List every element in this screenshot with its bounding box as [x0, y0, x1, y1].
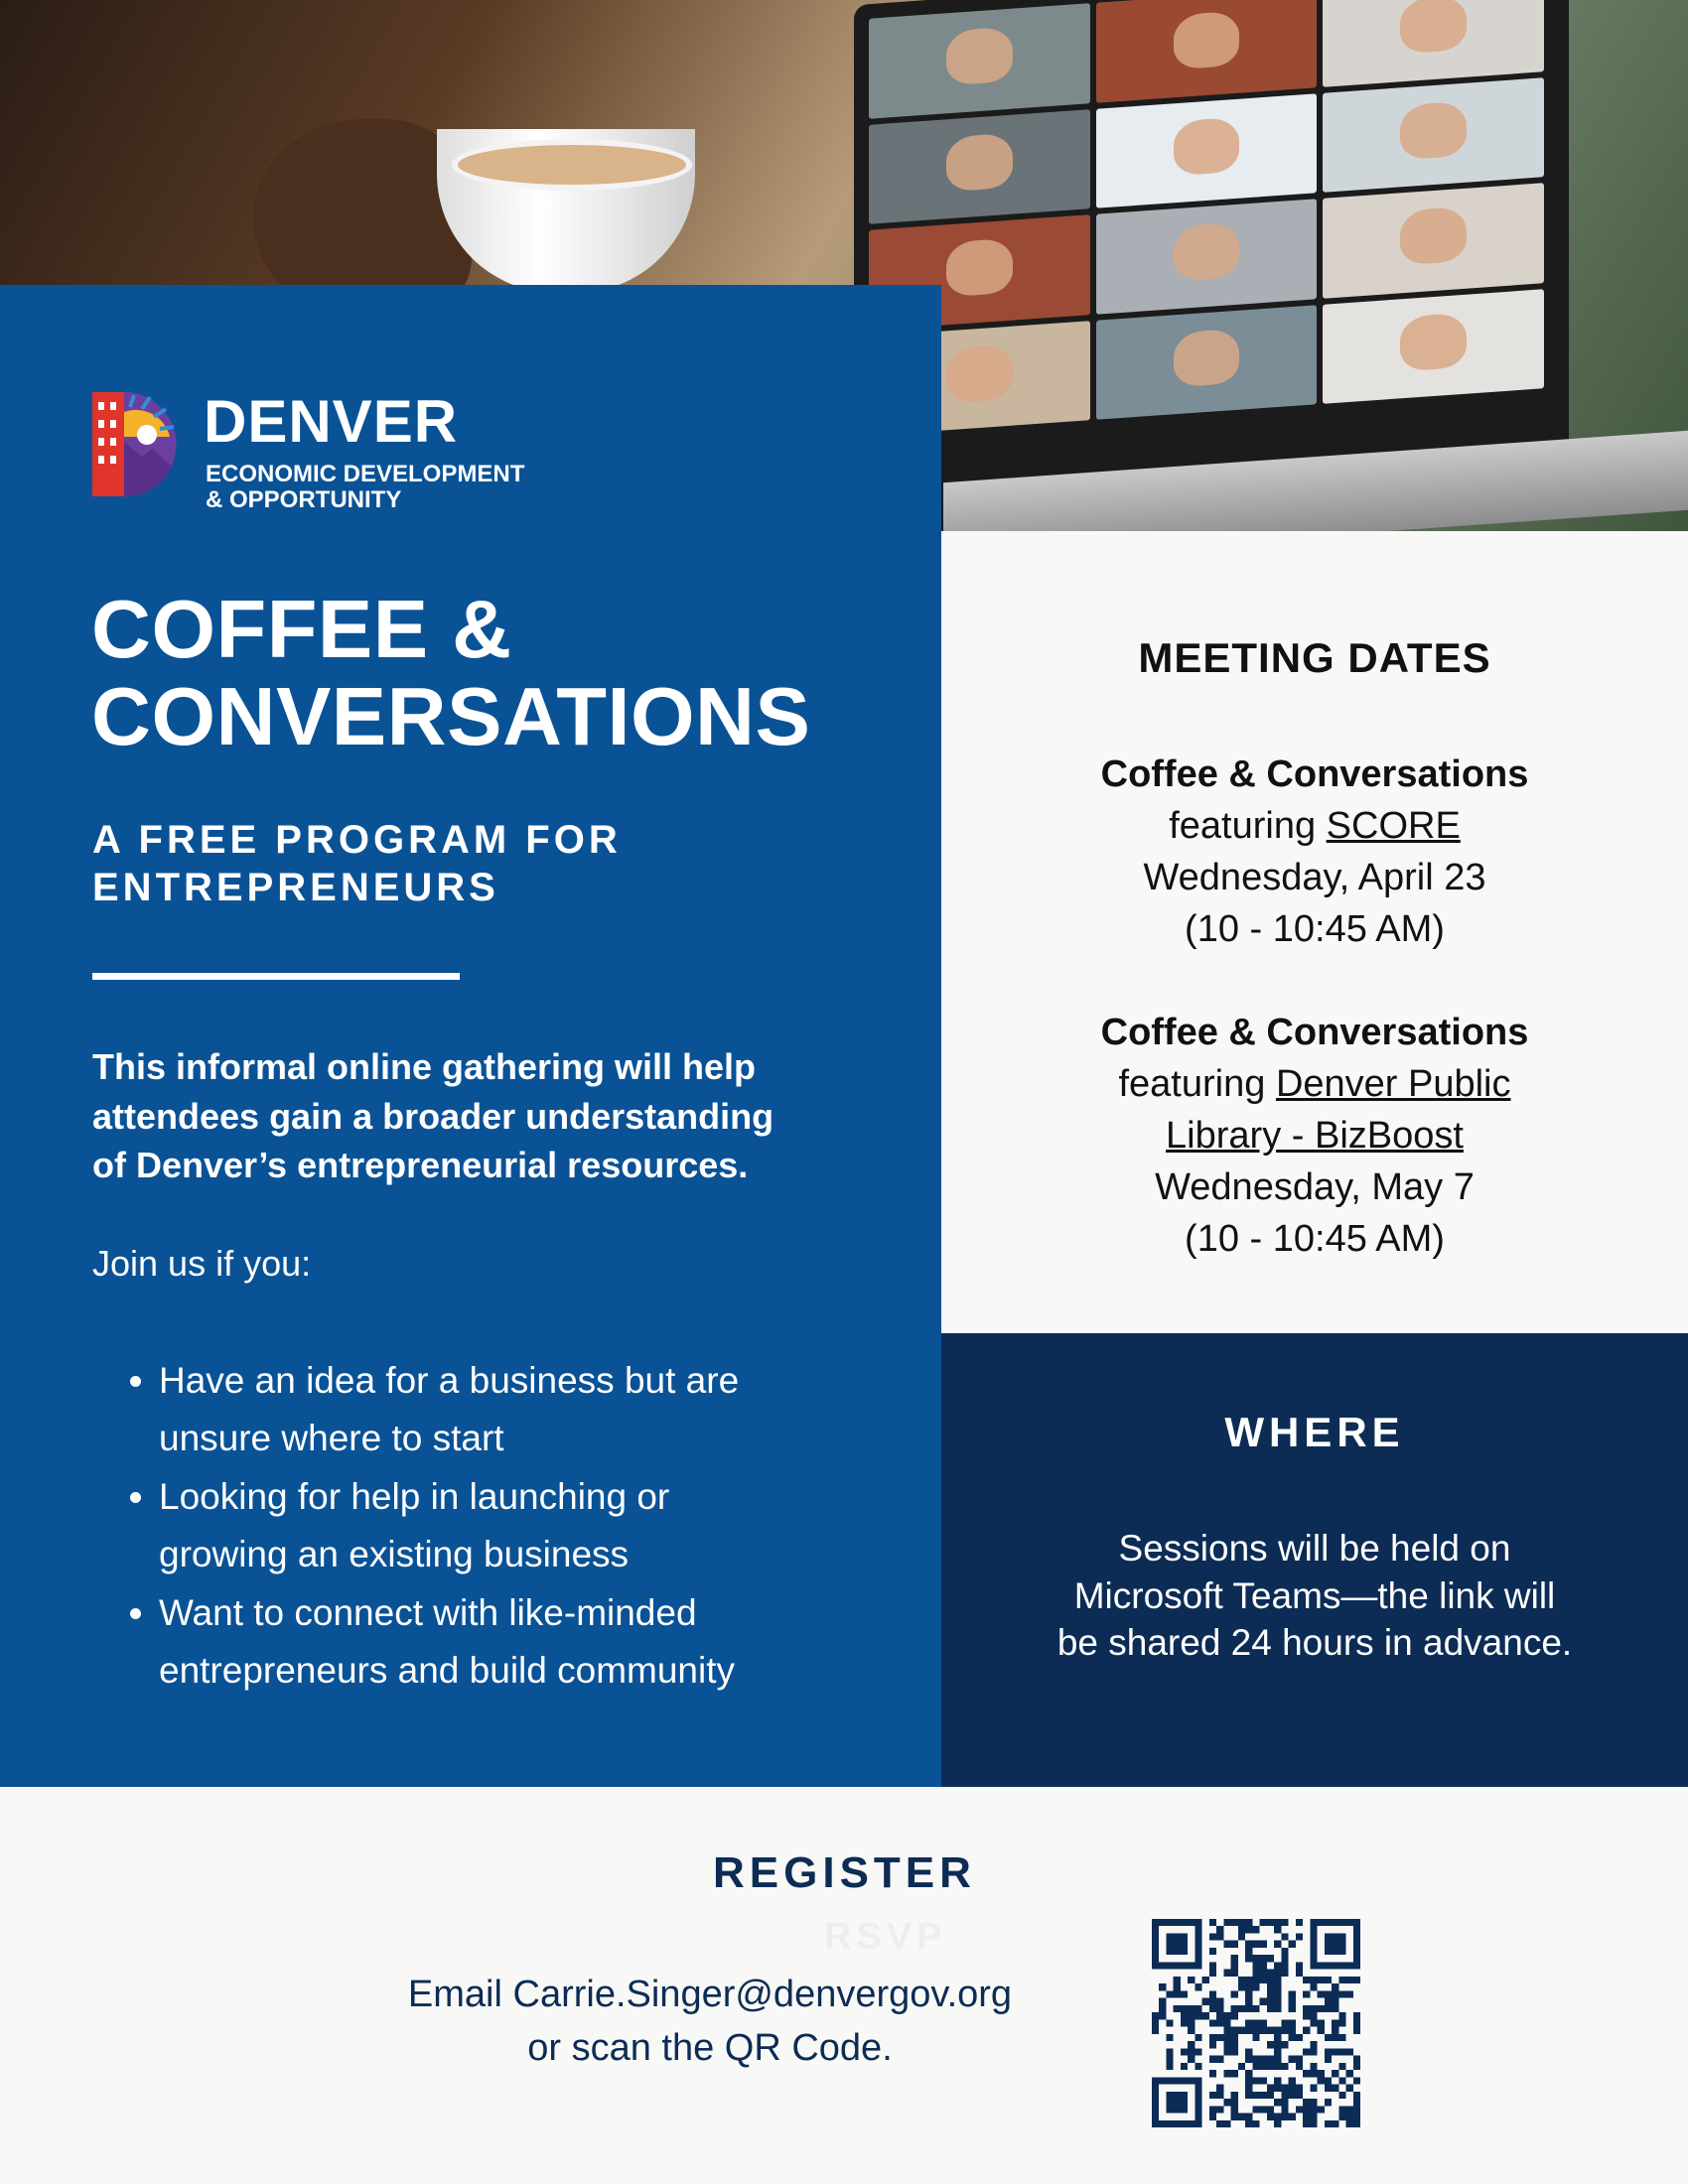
session-featuring [941, 1058, 1688, 1110]
where-line: Sessions will be held on [1118, 1528, 1511, 1569]
intro-line: attendees gain a broader understanding [92, 1095, 774, 1137]
featuring-label: featuring [1169, 805, 1317, 848]
intro-line: of Denver’s entrepreneurial resources. [92, 1145, 749, 1186]
session-card [941, 1007, 1688, 1265]
list-item-line: • Want to connect with like-minded [159, 1591, 697, 1633]
register-heading: REGISTER [713, 1848, 976, 1897]
list-item-line: entrepreneurs and build community [159, 1650, 735, 1692]
partner-link[interactable]: SCORE [1326, 805, 1461, 848]
video-tile [1323, 289, 1544, 404]
session-name: Coffee & Conversations [1100, 1012, 1529, 1053]
where-line: be shared 24 hours in advance. [1056, 1622, 1573, 1664]
session-featuring [941, 800, 1688, 852]
list-item [159, 1352, 914, 1468]
subtitle-line: A FREE PROGRAM FOR [92, 818, 622, 862]
list-item [159, 1584, 914, 1701]
register-section [0, 1787, 1688, 2184]
session-time: (10 - 10:45 AM) [1185, 1218, 1445, 1261]
page-title [91, 583, 811, 762]
contact-text [357, 1969, 1062, 2076]
contact-qr-note: or scan the QR Code. [527, 2026, 893, 2069]
brand-subtitle-line: ECONOMIC DEVELOPMENT [206, 461, 525, 487]
session-name: Coffee & Conversations [1100, 753, 1529, 795]
title-line: CONVERSATIONS [91, 669, 811, 762]
coffee-cup-rim [452, 139, 692, 191]
title-line: COFFEE & [91, 583, 512, 675]
list-item-line: unsure where to start [159, 1418, 504, 1459]
where-section [941, 1333, 1688, 1787]
list-item-line: growing an existing business [159, 1534, 630, 1575]
list-item [159, 1468, 914, 1584]
video-tile [1096, 305, 1318, 420]
qr-code-icon[interactable] [1152, 1919, 1360, 2127]
video-tile [869, 3, 1090, 118]
video-tile [1096, 0, 1318, 102]
partner-link[interactable]: Denver Public [1275, 1063, 1511, 1106]
intro-text [92, 1042, 867, 1190]
video-call-grid [869, 0, 1544, 436]
brand-subtitle-line: & OPPORTUNITY [206, 486, 402, 514]
join-us-label: Join us if you: [92, 1243, 312, 1284]
video-tile [1323, 183, 1544, 298]
session-date: Wednesday, April 23 [1143, 857, 1486, 899]
video-tile [869, 109, 1090, 224]
list-item-line: • Have an idea for a business but are [159, 1360, 740, 1401]
benefit-list [117, 1352, 914, 1701]
list-item-line: • Looking for help in launching or [159, 1475, 670, 1517]
brand-name: DENVER [204, 388, 459, 455]
intro-line: This informal online gathering will help [92, 1046, 757, 1087]
where-line: Microsoft Teams—the link will [1073, 1574, 1556, 1616]
meeting-dates-section [941, 531, 1688, 1333]
where-heading: WHERE [1224, 1409, 1405, 1455]
brand-subtitle [206, 462, 524, 514]
session-date: Wednesday, May 7 [1155, 1166, 1475, 1209]
session-time: (10 - 10:45 AM) [1185, 908, 1445, 951]
partner-link[interactable]: Library - BizBoost [1166, 1115, 1464, 1158]
where-text [1001, 1525, 1628, 1667]
video-tile [1096, 93, 1318, 208]
video-tile [1323, 77, 1544, 193]
video-tile [1323, 0, 1544, 86]
subtitle-line: ENTREPRENEURS [92, 866, 499, 909]
video-tile [1096, 199, 1318, 314]
meeting-dates-heading: MEETING DATES [1138, 634, 1491, 681]
divider [92, 973, 460, 980]
session-card [941, 749, 1688, 955]
page-subtitle [92, 816, 787, 911]
denver-logo-icon [92, 387, 177, 496]
featuring-label: featuring [1118, 1063, 1266, 1106]
rsvp-label: RSVP [824, 1916, 947, 1958]
contact-email[interactable]: Email Carrie.Singer@denvergov.org [407, 1974, 1013, 2015]
